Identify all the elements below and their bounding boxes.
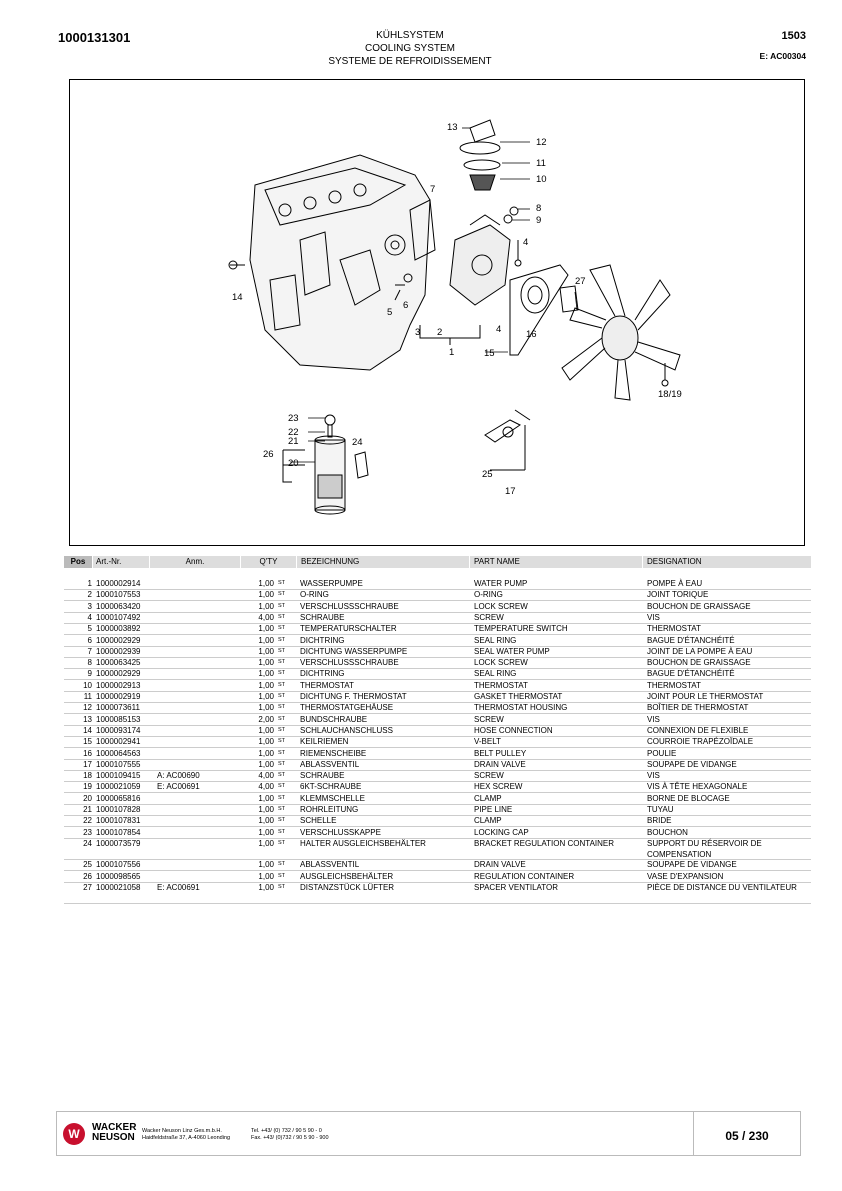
cell-unit: ST	[278, 783, 286, 790]
cell-unit: ST	[278, 647, 286, 654]
cell-fr: BRIDE	[647, 816, 672, 826]
cell-art: 1000107553	[96, 590, 141, 600]
cell-art: 1000085153	[96, 714, 141, 724]
cell-pos: 24	[83, 838, 92, 848]
cell-pos: 17	[83, 759, 92, 769]
table-row	[64, 612, 811, 624]
cell-art: 1000098565	[96, 871, 141, 881]
table-row	[64, 736, 811, 748]
cell-unit: ST	[278, 794, 286, 801]
cell-art: 1000063420	[96, 601, 141, 611]
cell-qty: 1,00	[258, 860, 274, 870]
col-designation: DESIGNATION	[643, 556, 811, 568]
cell-pos: 21	[83, 805, 92, 814]
brand-line-2: NEUSON	[92, 1132, 135, 1143]
callout-label: 10	[536, 174, 547, 185]
title-german: KÜHLSYSTEM	[376, 30, 444, 41]
callout-label: 15	[484, 348, 495, 359]
col-part-name: PART NAME	[470, 556, 642, 568]
callout-label: 7	[430, 184, 436, 195]
callout-label: 3	[415, 327, 421, 338]
cell-en: SEAL RING	[474, 669, 517, 679]
cell-pos: 8	[87, 658, 92, 668]
footer-divider	[693, 1112, 694, 1155]
cell-fr: CONNEXION DE FLEXIBLE	[647, 725, 749, 735]
cell-art: 1000002941	[96, 737, 141, 747]
cell-pos: 26	[83, 871, 92, 881]
cell-en: SPACER VENTILATOR	[474, 882, 559, 892]
cell-pos: 9	[87, 669, 92, 679]
col-bezeichnung: BEZEICHNUNG	[297, 556, 469, 568]
cell-qty: 1,00	[258, 759, 274, 769]
cell-art: 1000002914	[96, 579, 141, 588]
cell-unit: ST	[278, 828, 286, 835]
callout-label: 22	[288, 427, 299, 438]
cell-de: WASSERPUMPE	[300, 579, 363, 588]
col-pos: Pos	[64, 556, 92, 568]
cell-unit: ST	[278, 613, 286, 620]
callout-label: 18/19	[658, 389, 682, 400]
cell-unit: ST	[278, 760, 286, 767]
cell-unit: ST	[278, 726, 286, 733]
cell-qty: 1,00	[258, 680, 274, 690]
parts-table-header	[64, 556, 811, 568]
cell-en: SCREW	[474, 612, 504, 622]
fax: Fax. +43/ (0)732 / 90 5 90 - 900	[251, 1135, 329, 1141]
cell-qty: 1,00	[258, 601, 274, 611]
cell-en: PIPE LINE	[474, 805, 513, 814]
cell-fr: POMPE À EAU	[647, 579, 703, 588]
cell-unit: ST	[278, 839, 286, 846]
callout-label: 1	[449, 347, 455, 358]
cell-en: TEMPERATURE SWITCH	[474, 624, 568, 634]
callout-label: 12	[536, 137, 547, 148]
cell-fr: BAGUE D'ÉTANCHÉITÉ	[647, 669, 735, 679]
cell-unit: ST	[278, 704, 286, 711]
cell-pos: 22	[83, 816, 92, 826]
cell-pos: 3	[87, 601, 92, 611]
cell-fr: BORNE DE BLOCAGE	[647, 793, 730, 803]
cell-qty: 1,00	[258, 793, 274, 803]
callout-label: 13	[447, 122, 458, 133]
table-row	[64, 680, 811, 692]
cell-art: 1000063425	[96, 658, 141, 668]
cell-fr: VASE D'EXPANSION	[647, 871, 724, 881]
cell-en: DRAIN VALVE	[474, 759, 526, 769]
cell-de: 6KT-SCHRAUBE	[300, 782, 362, 792]
cell-pos: 15	[83, 737, 92, 747]
cell-de: RIEMENSCHEIBE	[300, 748, 367, 758]
cell-fr: BOUCHON	[647, 827, 688, 837]
cell-unit: ST	[278, 817, 286, 824]
cell-unit: ST	[278, 693, 286, 699]
wacker-neuson-logo-icon: W	[63, 1123, 85, 1145]
table-row	[64, 793, 811, 805]
table-row	[64, 657, 811, 669]
cell-pos: 12	[83, 703, 92, 713]
cell-fr: SOUPAPE DE VIDANGE	[647, 759, 737, 769]
cell-fr: VIS	[647, 612, 660, 622]
cell-en: LOCK SCREW	[474, 601, 528, 611]
cell-pos: 7	[87, 646, 92, 656]
table-row	[64, 859, 811, 871]
cell-art: 1000002913	[96, 680, 141, 690]
cell-en: REGULATION CONTAINER	[474, 871, 575, 881]
table-row	[64, 702, 811, 714]
table-row	[64, 770, 811, 782]
page-code: 1503	[781, 30, 806, 42]
cell-pos: 25	[83, 860, 92, 870]
document-number: 1000131301	[58, 30, 131, 45]
cell-en: CLAMP	[474, 793, 502, 803]
cell-pos: 27	[83, 882, 92, 892]
callout-label: 20	[288, 458, 299, 469]
cell-en: DRAIN VALVE	[474, 860, 526, 870]
cell-art: 1000002929	[96, 669, 141, 679]
page-footer	[56, 1111, 801, 1156]
table-row	[64, 781, 811, 793]
callout-label: 2	[437, 327, 443, 338]
table-row	[64, 601, 811, 613]
cell-de: HALTER AUSGLEICHSBEHÄLTER	[300, 838, 426, 848]
table-row	[64, 759, 811, 771]
table-row	[64, 714, 811, 726]
callout-label: 14	[232, 292, 243, 303]
cell-pos: 10	[83, 680, 92, 690]
brand-line-1: WACKER	[92, 1122, 137, 1133]
cell-fr: POULIE	[647, 748, 677, 758]
cell-fr: JOINT TORIQUE	[647, 590, 709, 600]
cell-art: 1000107492	[96, 612, 141, 622]
cell-fr: COURROIE TRAPÉZOÏDALE	[647, 737, 754, 747]
cell-art: 1000107828	[96, 805, 141, 814]
cell-de: VERSCHLUSSKAPPE	[300, 827, 381, 837]
company-address	[142, 1128, 230, 1142]
cell-fr: JOINT POUR LE THERMOSTAT	[647, 692, 764, 701]
cell-art: 1000021058	[96, 882, 141, 892]
cell-unit: ST	[278, 872, 286, 879]
cell-art: 1000107854	[96, 827, 141, 837]
cell-en: LOCKING CAP	[474, 827, 529, 837]
table-row	[64, 838, 811, 860]
cell-unit: ST	[278, 772, 286, 779]
callout-label: 25	[482, 469, 493, 480]
table-row	[64, 815, 811, 827]
cell-fr: BOÎTIER DE THERMOSTAT	[647, 703, 749, 713]
cell-de: KLEMMSCHELLE	[300, 793, 365, 803]
callout-label: 17	[505, 486, 516, 497]
cell-de: SCHRAUBE	[300, 612, 345, 622]
cell-qty: 1,00	[258, 882, 274, 892]
cell-art: 1000002929	[96, 635, 141, 645]
table-row	[64, 804, 811, 816]
cell-unit: ST	[278, 659, 286, 666]
cell-anm: E: AC00691	[157, 782, 200, 792]
table-row	[64, 691, 811, 703]
cell-unit: ST	[278, 580, 286, 586]
cell-pos: 13	[83, 714, 92, 724]
callout-label: 5	[387, 307, 393, 318]
cell-en: BELT PULLEY	[474, 748, 527, 758]
cell-qty: 1,00	[258, 703, 274, 713]
company-name: Wacker Neuson Linz Ges.m.b.H.	[142, 1128, 222, 1134]
cell-de: DICHTRING	[300, 635, 345, 645]
cell-unit: ST	[278, 636, 286, 643]
cell-qty: 2,00	[258, 714, 274, 724]
brand-name	[92, 1123, 136, 1143]
cell-en: WATER PUMP	[474, 579, 528, 588]
cell-qty: 1,00	[258, 816, 274, 826]
callout-label: 24	[352, 437, 363, 448]
cell-fr: BOUCHON DE GRAISSAGE	[647, 601, 751, 611]
cell-qty: 1,00	[258, 590, 274, 600]
cell-de: SCHRAUBE	[300, 771, 345, 781]
cell-art: 1000073611	[96, 703, 140, 713]
cell-qty: 1,00	[258, 748, 274, 758]
cell-unit: ST	[278, 602, 286, 609]
cell-unit: ST	[278, 738, 286, 745]
cell-pos: 11	[83, 692, 92, 701]
callout-label: 4	[496, 324, 502, 335]
cell-en: SEAL RING	[474, 635, 517, 645]
cell-fr: VIS	[647, 771, 660, 781]
cell-fr: BOUCHON DE GRAISSAGE	[647, 658, 751, 668]
table-row	[64, 668, 811, 680]
callout-label: 23	[288, 413, 299, 424]
cell-unit: ST	[278, 681, 286, 688]
telephone: Tel. +43/ (0) 732 / 90 5 90 - 0	[251, 1128, 322, 1134]
cell-pos: 4	[87, 612, 92, 622]
callout-label: 16	[526, 329, 537, 340]
callout-label: 11	[536, 158, 546, 169]
cell-unit: ST	[278, 591, 286, 598]
cell-en: BRACKET REGULATION CONTAINER	[474, 838, 615, 848]
company-street: Haidfeldstraße 37, A-4060 Leonding	[142, 1135, 231, 1141]
title-english: COOLING SYSTEM	[364, 43, 455, 54]
cell-qty: 1,00	[258, 624, 274, 634]
cell-art: 1000021059	[96, 782, 141, 792]
cell-en: CLAMP	[474, 816, 502, 826]
edition-code: E: AC00304	[759, 51, 806, 61]
callout-label: 26	[263, 449, 274, 460]
cell-qty: 1,00	[258, 871, 274, 881]
table-row	[64, 871, 811, 883]
cell-de: SCHLAUCHANSCHLUSS	[300, 725, 393, 735]
cell-pos: 6	[87, 635, 92, 645]
cell-fr: SUPPORT DU RÉSERVOIR DE COMPENSATION	[647, 838, 762, 859]
cell-art: 1000002919	[96, 692, 141, 701]
cell-art: 1000109415	[96, 771, 141, 781]
cell-en: THERMOSTAT HOUSING	[474, 703, 568, 713]
cell-pos: 19	[83, 782, 92, 792]
cell-qty: 1,00	[258, 827, 274, 837]
cell-fr: VIS À TÊTE HEXAGONALE	[647, 782, 748, 792]
table-row	[64, 748, 811, 760]
cell-fr: THERMOSTAT	[647, 624, 701, 634]
cell-de: ABLASSVENTIL	[300, 860, 360, 870]
cell-unit: ST	[278, 670, 286, 677]
cell-qty: 1,00	[258, 692, 274, 701]
cell-de: DICHTUNG F. THERMOSTAT	[300, 692, 407, 701]
callout-label: 4	[523, 237, 529, 248]
cell-pos: 20	[83, 793, 92, 803]
cell-anm: A: AC00690	[157, 771, 200, 781]
cell-unit: ST	[278, 715, 286, 722]
callout-label: 21	[288, 436, 299, 447]
cell-qty: 1,00	[258, 737, 274, 747]
cell-anm: E: AC00691	[157, 882, 200, 892]
cell-fr: VIS	[647, 714, 660, 724]
cell-en: SEAL WATER PUMP	[474, 646, 550, 656]
cell-pos: 1	[87, 579, 92, 588]
cell-art: 1000065816	[96, 793, 141, 803]
cell-pos: 23	[83, 827, 92, 837]
cell-fr: JOINT DE LA POMPE À EAU	[647, 646, 753, 656]
cell-unit: ST	[278, 806, 286, 812]
cell-art: 1000002939	[96, 646, 141, 656]
cell-qty: 1,00	[258, 579, 274, 588]
cell-qty: 1,00	[258, 838, 274, 848]
cell-en: THERMOSTAT	[474, 680, 528, 690]
cell-pos: 14	[83, 725, 92, 735]
cell-de: ABLASSVENTIL	[300, 759, 360, 769]
col-art-nr: Art.-Nr.	[93, 556, 149, 568]
exploded-view-figure	[69, 79, 805, 546]
cell-de: SCHELLE	[300, 816, 337, 826]
cell-en: SCREW	[474, 771, 504, 781]
cell-de: DISTANZSTÜCK LÜFTER	[300, 882, 395, 892]
cell-de: DICHTUNG WASSERPUMPE	[300, 646, 408, 656]
table-row	[64, 882, 811, 904]
cell-en: LOCK SCREW	[474, 658, 528, 668]
cell-qty: 1,00	[258, 805, 274, 814]
cell-de: KEILRIEMEN	[300, 737, 349, 747]
cell-qty: 4,00	[258, 771, 274, 781]
table-row	[64, 827, 811, 839]
cell-art: 1000003892	[96, 624, 141, 634]
cell-de: THERMOSTATGEHÄUSE	[300, 703, 394, 713]
cell-fr: BAGUE D'ÉTANCHÉITÉ	[647, 635, 735, 645]
col-qty: Q'TY	[241, 556, 296, 568]
cell-art: 1000093174	[96, 725, 141, 735]
cell-art: 1000073579	[96, 838, 141, 848]
cell-qty: 1,00	[258, 658, 274, 668]
cell-en: HOSE CONNECTION	[474, 725, 553, 735]
cell-qty: 4,00	[258, 782, 274, 792]
cell-de: TEMPERATURSCHALTER	[300, 624, 397, 634]
cell-de: THERMOSTAT	[300, 680, 354, 690]
cell-unit: ST	[278, 861, 286, 868]
cell-de: VERSCHLUSSSCHRAUBE	[300, 658, 399, 668]
callout-label: 9	[536, 215, 542, 226]
cell-qty: 1,00	[258, 725, 274, 735]
col-anm: Anm.	[150, 556, 240, 568]
page-number: 05 / 230	[725, 1129, 769, 1143]
cell-de: O-RING	[300, 590, 329, 600]
table-row	[64, 725, 811, 737]
cell-en: HEX SCREW	[474, 782, 523, 792]
cell-art: 1000107556	[96, 860, 141, 870]
cell-qty: 1,00	[258, 646, 274, 656]
table-row	[64, 646, 811, 658]
cell-unit: ST	[278, 883, 286, 890]
cell-de: BUNDSCHRAUBE	[300, 714, 368, 724]
callout-label: 8	[536, 203, 542, 214]
cell-qty: 1,00	[258, 635, 274, 645]
cell-unit: ST	[278, 625, 286, 632]
cell-fr: SOUPAPE DE VIDANGE	[647, 860, 737, 870]
cell-fr: TUYAU	[647, 805, 674, 814]
cell-pos: 5	[87, 624, 92, 634]
cell-de: ROHRLEITUNG	[300, 805, 359, 814]
cell-art: 1000107555	[96, 759, 141, 769]
callout-label: 6	[403, 300, 409, 311]
cell-de: DICHTRING	[300, 669, 345, 679]
table-row	[64, 635, 811, 647]
title-french: SYSTEME DE REFROIDISSEMENT	[328, 56, 492, 67]
cooling-system-drawing	[70, 80, 804, 545]
cell-en: GASKET THERMOSTAT	[474, 692, 563, 701]
cell-art: 1000107831	[96, 816, 141, 826]
page-title	[280, 29, 540, 68]
cell-de: VERSCHLUSSSCHRAUBE	[300, 601, 399, 611]
cell-art: 1000064563	[96, 748, 141, 758]
cell-unit: ST	[278, 749, 286, 756]
table-row	[64, 589, 811, 601]
table-row	[64, 623, 811, 635]
cell-qty: 4,00	[258, 612, 274, 622]
cell-pos: 18	[83, 771, 92, 781]
callout-label: 27	[575, 276, 586, 287]
cell-en: V-BELT	[474, 737, 501, 747]
cell-fr: PIÈCE DE DISTANCE DU VENTILATEUR	[647, 882, 797, 892]
table-row	[64, 578, 811, 590]
cell-de: AUSGLEICHSBEHÄLTER	[300, 871, 394, 881]
cell-pos: 2	[87, 590, 92, 600]
cell-pos: 16	[83, 748, 92, 758]
cell-en: SCREW	[474, 714, 504, 724]
cell-fr: THERMOSTAT	[647, 680, 701, 690]
cell-qty: 1,00	[258, 669, 274, 679]
cell-en: O-RING	[474, 590, 503, 600]
company-contact	[251, 1128, 329, 1142]
